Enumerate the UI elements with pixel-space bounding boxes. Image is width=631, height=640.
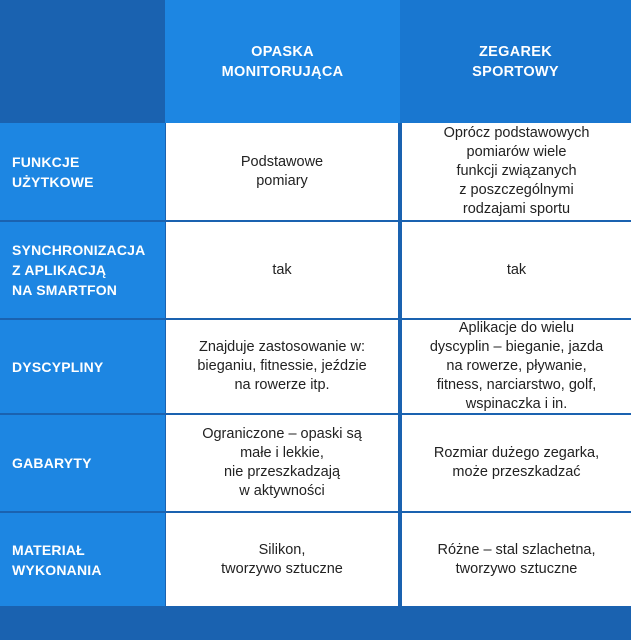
cell-watch-sync: tak bbox=[402, 222, 631, 318]
row-label-sync: SYNCHRONIZACJA Z APLIKACJĄ NA SMARTFON bbox=[0, 222, 165, 318]
cell-band-sync: tak bbox=[166, 222, 398, 318]
cell-watch-disciplines: Aplikacje do wielu dyscyplin – bieganie, jazda na rowerze, pływanie, fitness, narciarstwo, golf, wspinaczka i in. bbox=[402, 320, 631, 413]
cell-band-size: Ograniczone – opaski są małe i lekkie, nie przeszkadzają w aktywności bbox=[166, 415, 398, 511]
row-label-disciplines: DYSCYPLINY bbox=[0, 320, 165, 413]
table-corner bbox=[0, 0, 165, 123]
column-header-band: OPASKA MONITORUJĄCA bbox=[165, 0, 400, 123]
cell-band-features: Podstawowe pomiary bbox=[166, 123, 398, 220]
footer-band bbox=[0, 606, 631, 640]
row-label-features: FUNKCJE UŻYTKOWE bbox=[0, 123, 165, 220]
cell-watch-material: Różne – stal szlachetna, tworzywo sztuczne bbox=[402, 513, 631, 606]
column-header-watch: ZEGAREK SPORTOWY bbox=[400, 0, 631, 123]
cell-watch-features: Oprócz podstawowych pomiarów wiele funkcji związanych z poszczególnymi rodzajami sportu bbox=[402, 123, 631, 220]
cell-band-material: Silikon, tworzywo sztuczne bbox=[166, 513, 398, 606]
row-label-size: GABARYTY bbox=[0, 415, 165, 511]
cell-watch-size: Rozmiar dużego zegarka, może przeszkadzać bbox=[402, 415, 631, 511]
row-label-material: MATERIAŁ WYKONANIA bbox=[0, 513, 165, 606]
cell-band-disciplines: Znajduje zastosowanie w: bieganiu, fitnessie, jeździe na rowerze itp. bbox=[166, 320, 398, 413]
